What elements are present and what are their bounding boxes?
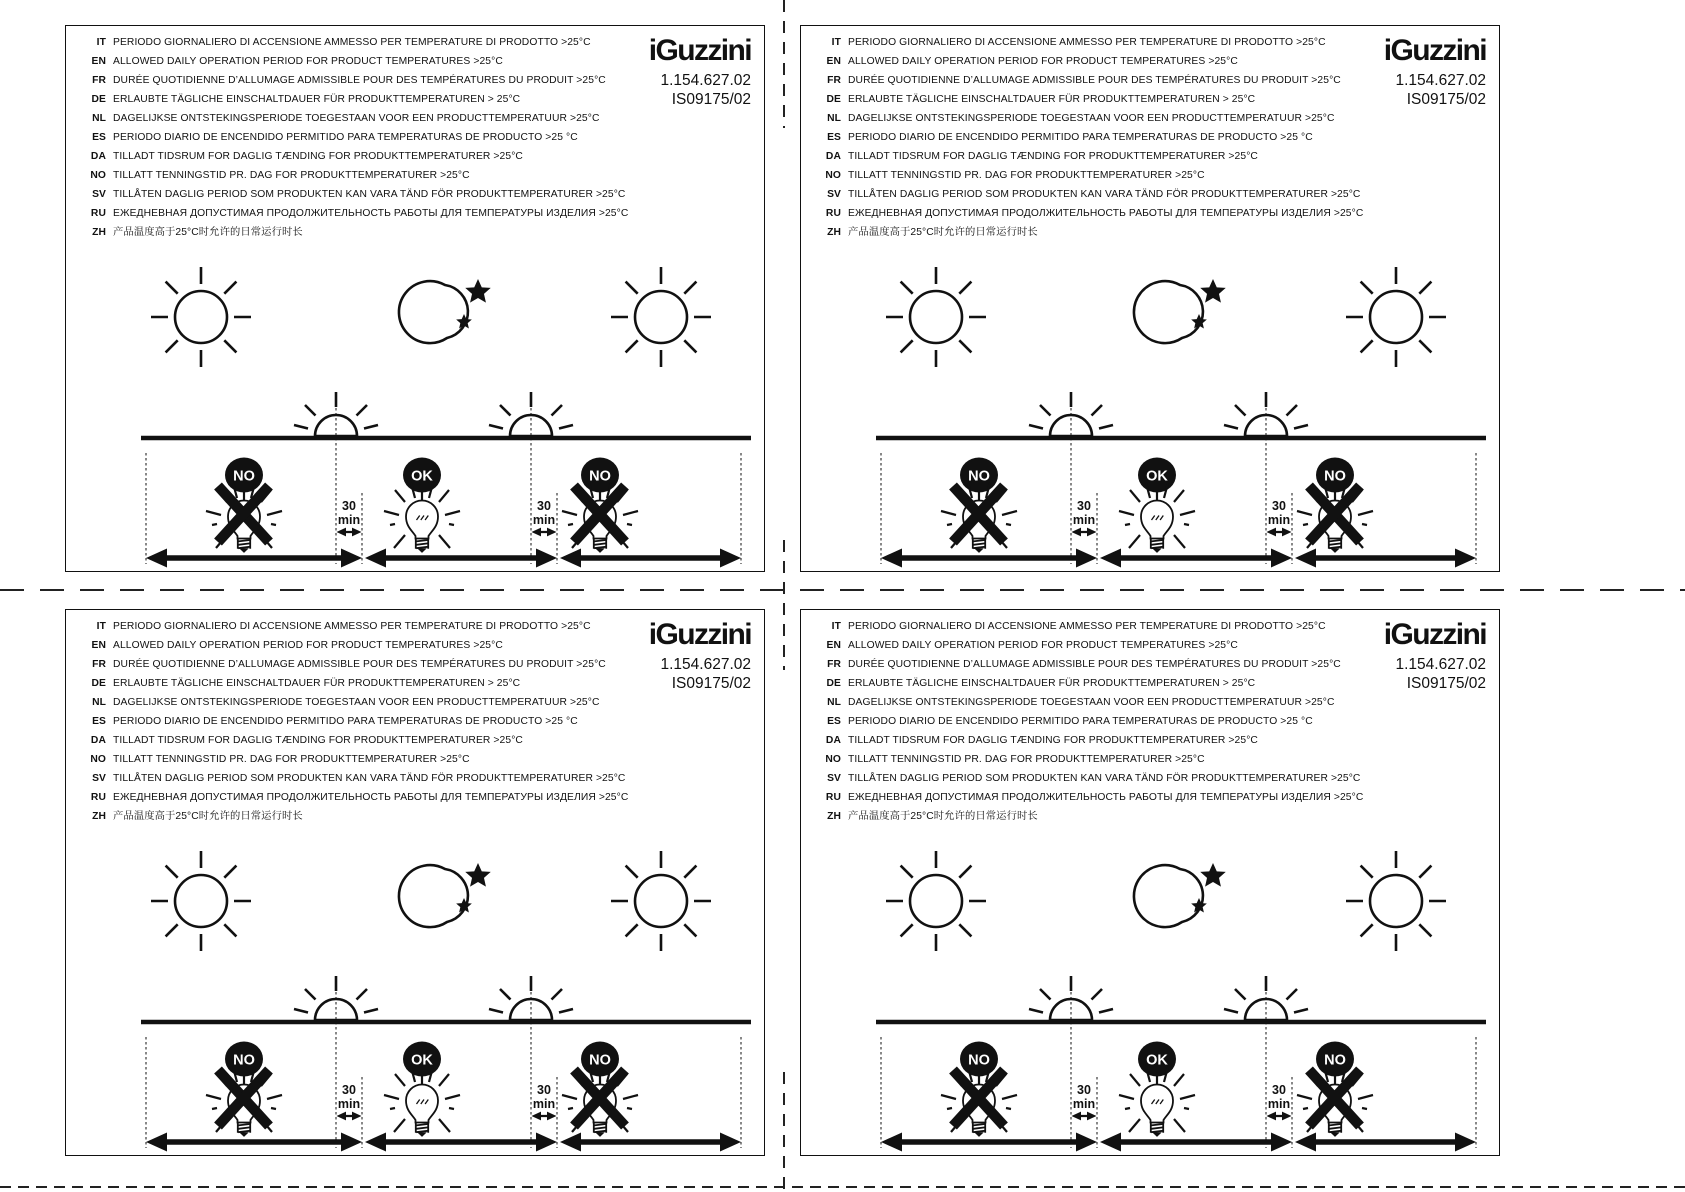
svg-text:30: 30 xyxy=(1272,499,1286,513)
language-code: DA xyxy=(825,150,841,162)
svg-text:30: 30 xyxy=(1077,499,1091,513)
language-text: DAGELIJKSE ONTSTEKINGSPERIODE TOEGESTAAN VOOR EEN PRODUCTTEMPERATUUR >25°C xyxy=(113,696,600,708)
language-code: EN xyxy=(826,55,841,67)
language-text: DURÉE QUOTIDIENNE D’ALLUMAGE ADMISSIBLE POUR DES TEMPÉRATURES DU PRODUIT >25°C xyxy=(848,658,1341,670)
brand-block xyxy=(1384,36,1486,109)
svg-text:min: min xyxy=(532,513,556,527)
language-text: TILLÅTEN DAGLIG PERIOD SOM PRODUKTEN KAN VARA TÄND FÖR PRODUKTTEMPERATURER >25°C xyxy=(113,772,626,784)
language-text: 产品温度高于25°C时允许的日常运行时长 xyxy=(848,810,1038,822)
svg-text:OK: OK xyxy=(411,1052,433,1069)
language-text: PERIODO DIARIO DE ENCENDIDO PERMITIDO PARA TEMPERATURAS DE PRODUCTO >25 °C xyxy=(113,131,578,143)
sun-icon xyxy=(611,851,711,951)
language-row xyxy=(82,774,672,785)
status-column-no xyxy=(1297,1042,1373,1137)
language-text: DAGELIJKSE ONTSTEKINGSPERIODE TOEGESTAAN VOOR EEN PRODUCTTEMPERATUUR >25°C xyxy=(848,112,1335,124)
language-row xyxy=(82,76,672,87)
svg-text:OK: OK xyxy=(1146,468,1168,485)
language-text: PERIODO DIARIO DE ENCENDIDO PERMITIDO PARA TEMPERATURAS DE PRODUCTO >25 °C xyxy=(113,715,578,727)
language-row xyxy=(817,76,1407,87)
svg-text:NO: NO xyxy=(1324,1052,1346,1069)
language-row xyxy=(82,793,672,804)
moon-stars-icon xyxy=(1134,863,1226,927)
svg-text:30: 30 xyxy=(537,1083,551,1097)
language-text: PERIODO GIORNALIERO DI ACCENSIONE AMMESSO PER TEMPERATURE DI PRODOTTO >25°C xyxy=(848,37,1326,48)
language-code: ZH xyxy=(827,810,841,822)
svg-text:min: min xyxy=(337,1097,361,1111)
sun-icon xyxy=(151,851,251,951)
sun-icon xyxy=(1346,267,1446,367)
instruction-panel xyxy=(800,25,1500,572)
language-text: 产品温度高于25°C时允许的日常运行时长 xyxy=(113,810,303,822)
period-arrows xyxy=(146,1133,741,1152)
language-row xyxy=(817,774,1407,785)
language-text: PERIODO DIARIO DE ENCENDIDO PERMITIDO PARA TEMPERATURAS DE PRODUCTO >25 °C xyxy=(848,715,1313,727)
language-row xyxy=(82,38,672,49)
thirty-min-marker xyxy=(532,499,557,536)
svg-text:OK: OK xyxy=(1146,1052,1168,1069)
language-text: ERLAUBTE TÄGLICHE EINSCHALTDAUER FÜR PRODUKTTEMPERATUREN > 25°C xyxy=(848,677,1256,689)
language-code: SV xyxy=(92,188,106,200)
period-arrows xyxy=(146,549,741,568)
language-row xyxy=(82,152,672,163)
language-code: ES xyxy=(92,715,106,727)
part-number: 1.154.627.02 xyxy=(1395,72,1486,89)
language-code: NL xyxy=(827,112,841,124)
doc-code: IS09175/02 xyxy=(671,675,751,692)
language-code: SV xyxy=(92,772,106,784)
language-text: ЕЖЕДНЕВНАЯ ДОПУСТИМАЯ ПРОДОЛЖИТЕЛЬНОСТЬ РАБОТЫ ДЛЯ ТЕМПЕРАТУРЫ ИЗДЕЛИЯ >25°C xyxy=(113,207,629,219)
language-code: EN xyxy=(91,55,106,67)
sun-icon xyxy=(611,267,711,367)
language-text: ALLOWED DAILY OPERATION PERIOD FOR PRODUCT TEMPERATURES >25°C xyxy=(113,55,503,67)
language-text: TILLÅTEN DAGLIG PERIOD SOM PRODUKTEN KAN VARA TÄND FÖR PRODUKTTEMPERATURER >25°C xyxy=(113,188,626,200)
language-row xyxy=(817,209,1407,220)
language-code: NL xyxy=(827,696,841,708)
language-code: NL xyxy=(92,112,106,124)
language-row xyxy=(817,171,1407,182)
svg-text:min: min xyxy=(1267,1097,1291,1111)
language-code: IT xyxy=(831,621,841,632)
language-code: DE xyxy=(826,93,841,105)
part-number: 1.154.627.02 xyxy=(660,72,751,89)
status-column-ok xyxy=(1119,458,1195,553)
language-row xyxy=(817,95,1407,106)
language-code: NO xyxy=(90,169,106,181)
language-text: ЕЖЕДНЕВНАЯ ДОПУСТИМАЯ ПРОДОЛЖИТЕЛЬНОСТЬ РАБОТЫ ДЛЯ ТЕМПЕРАТУРЫ ИЗДЕЛИЯ >25°C xyxy=(848,207,1364,219)
svg-text:30: 30 xyxy=(342,499,356,513)
language-text: TILLADT TIDSRUM FOR DAGLIG TÆNDING FOR PRODUKTTEMPERATURER >25°C xyxy=(113,734,523,746)
language-row xyxy=(817,793,1407,804)
language-row xyxy=(82,660,672,671)
language-text: ЕЖЕДНЕВНАЯ ДОПУСТИМАЯ ПРОДОЛЖИТЕЛЬНОСТЬ РАБОТЫ ДЛЯ ТЕМПЕРАТУРЫ ИЗДЕЛИЯ >25°C xyxy=(113,791,629,803)
cut-mark-horizontal-bottom xyxy=(0,1186,1685,1188)
status-column-ok xyxy=(384,458,460,553)
language-text: PERIODO DIARIO DE ENCENDIDO PERMITIDO PARA TEMPERATURAS DE PRODUCTO >25 °C xyxy=(848,131,1313,143)
language-code: ZH xyxy=(827,226,841,238)
language-code: FR xyxy=(92,74,106,86)
language-row xyxy=(82,171,672,182)
language-code: EN xyxy=(91,639,106,651)
language-text: DURÉE QUOTIDIENNE D’ALLUMAGE ADMISSIBLE POUR DES TEMPÉRATURES DU PRODUIT >25°C xyxy=(848,74,1341,86)
status-column-no xyxy=(206,458,282,553)
language-row xyxy=(82,190,672,201)
language-code: RU xyxy=(825,791,841,803)
language-text: 产品温度高于25°C时允许的日常运行时长 xyxy=(113,226,303,238)
language-text: PERIODO GIORNALIERO DI ACCENSIONE AMMESSO PER TEMPERATURE DI PRODOTTO >25°C xyxy=(113,621,591,632)
doc-code: IS09175/02 xyxy=(1406,675,1486,692)
moon-stars-icon xyxy=(399,279,491,343)
operation-diagram xyxy=(141,837,751,1155)
language-row xyxy=(817,228,1407,239)
language-text: DAGELIJKSE ONTSTEKINGSPERIODE TOEGESTAAN VOOR EEN PRODUCTTEMPERATUUR >25°C xyxy=(113,112,600,124)
sun-icon xyxy=(886,851,986,951)
language-text: PERIODO GIORNALIERO DI ACCENSIONE AMMESSO PER TEMPERATURE DI PRODOTTO >25°C xyxy=(113,37,591,48)
language-text: TILLATT TENNINGSTID PR. DAG FOR PRODUKTTEMPERATURER >25°C xyxy=(848,753,1205,765)
sun-icon xyxy=(1346,851,1446,951)
thirty-min-marker xyxy=(1072,1083,1097,1120)
moon-stars-icon xyxy=(1134,279,1226,343)
language-text: TILLÅTEN DAGLIG PERIOD SOM PRODUKTEN KAN VARA TÄND FÖR PRODUKTTEMPERATURER >25°C xyxy=(848,772,1361,784)
status-column-no xyxy=(1297,458,1373,553)
language-text: TILLATT TENNINGSTID PR. DAG FOR PRODUKTTEMPERATURER >25°C xyxy=(113,169,470,181)
svg-text:30: 30 xyxy=(1272,1083,1286,1097)
language-row xyxy=(817,641,1407,652)
language-list xyxy=(817,622,1407,831)
language-row xyxy=(817,190,1407,201)
status-column-no xyxy=(562,458,638,553)
svg-text:NO: NO xyxy=(968,1052,990,1069)
language-row xyxy=(817,114,1407,125)
language-code: DE xyxy=(91,93,106,105)
status-column-ok xyxy=(384,1042,460,1137)
iguzzini-logo: iGuzzini xyxy=(648,618,751,651)
language-row xyxy=(82,698,672,709)
language-text: ERLAUBTE TÄGLICHE EINSCHALTDAUER FÜR PRODUKTTEMPERATUREN > 25°C xyxy=(848,93,1256,105)
svg-text:30: 30 xyxy=(537,499,551,513)
cut-mark-vertical-bottom xyxy=(783,1072,785,1192)
language-text: DAGELIJKSE ONTSTEKINGSPERIODE TOEGESTAAN VOOR EEN PRODUCTTEMPERATUUR >25°C xyxy=(848,696,1335,708)
cut-mark-horizontal-middle xyxy=(0,589,1685,591)
language-text: TILLÅTEN DAGLIG PERIOD SOM PRODUKTEN KAN VARA TÄND FÖR PRODUKTTEMPERATURER >25°C xyxy=(848,188,1361,200)
cut-mark-vertical-middle xyxy=(783,540,785,670)
sun-icon xyxy=(886,267,986,367)
doc-code: IS09175/02 xyxy=(671,91,751,108)
svg-text:NO: NO xyxy=(1324,468,1346,485)
instruction-panel xyxy=(65,25,765,572)
instruction-panel xyxy=(65,609,765,1156)
status-column-no xyxy=(941,1042,1017,1137)
language-row xyxy=(82,228,672,239)
svg-text:NO: NO xyxy=(233,468,255,485)
language-text: ALLOWED DAILY OPERATION PERIOD FOR PRODUCT TEMPERATURES >25°C xyxy=(848,55,1238,67)
language-row xyxy=(817,57,1407,68)
language-code: NO xyxy=(90,753,106,765)
language-text: ERLAUBTE TÄGLICHE EINSCHALTDAUER FÜR PRODUKTTEMPERATUREN > 25°C xyxy=(113,677,521,689)
svg-text:NO: NO xyxy=(233,1052,255,1069)
status-column-ok xyxy=(1119,1042,1195,1137)
language-row xyxy=(817,133,1407,144)
language-code: SV xyxy=(827,772,841,784)
language-code: ES xyxy=(827,131,841,143)
language-row xyxy=(817,717,1407,728)
language-text: TILLADT TIDSRUM FOR DAGLIG TÆNDING FOR PRODUKTTEMPERATURER >25°C xyxy=(113,150,523,162)
language-code: RU xyxy=(90,791,106,803)
thirty-min-marker xyxy=(532,1083,557,1120)
moon-stars-icon xyxy=(399,863,491,927)
language-code: FR xyxy=(827,74,841,86)
language-code: ES xyxy=(92,131,106,143)
svg-text:min: min xyxy=(532,1097,556,1111)
instruction-panel xyxy=(800,609,1500,1156)
language-row xyxy=(82,679,672,690)
part-number: 1.154.627.02 xyxy=(660,656,751,673)
svg-text:OK: OK xyxy=(411,468,433,485)
language-text: DURÉE QUOTIDIENNE D’ALLUMAGE ADMISSIBLE POUR DES TEMPÉRATURES DU PRODUIT >25°C xyxy=(113,74,606,86)
language-code: RU xyxy=(825,207,841,219)
thirty-min-marker xyxy=(337,499,362,536)
language-row xyxy=(817,736,1407,747)
svg-text:min: min xyxy=(337,513,361,527)
language-code: NO xyxy=(825,753,841,765)
language-row xyxy=(82,717,672,728)
part-number: 1.154.627.02 xyxy=(1395,656,1486,673)
svg-text:NO: NO xyxy=(589,1052,611,1069)
language-row xyxy=(82,736,672,747)
svg-text:min: min xyxy=(1267,513,1291,527)
language-code: NL xyxy=(92,696,106,708)
iguzzini-logo: iGuzzini xyxy=(648,34,751,67)
language-code: SV xyxy=(827,188,841,200)
iguzzini-logo: iGuzzini xyxy=(1383,34,1486,67)
language-list xyxy=(82,38,672,247)
language-code: RU xyxy=(90,207,106,219)
language-code: IT xyxy=(96,621,106,632)
period-arrows xyxy=(881,549,1476,568)
language-text: TILLATT TENNINGSTID PR. DAG FOR PRODUKTTEMPERATURER >25°C xyxy=(848,169,1205,181)
language-text: TILLATT TENNINGSTID PR. DAG FOR PRODUKTTEMPERATURER >25°C xyxy=(113,753,470,765)
language-row xyxy=(82,57,672,68)
svg-text:NO: NO xyxy=(968,468,990,485)
language-code: DA xyxy=(825,734,841,746)
thirty-min-marker xyxy=(337,1083,362,1120)
svg-text:min: min xyxy=(1072,1097,1096,1111)
language-code: FR xyxy=(827,658,841,670)
language-code: ES xyxy=(827,715,841,727)
language-code: EN xyxy=(826,639,841,651)
brand-block xyxy=(1384,620,1486,693)
language-code: DA xyxy=(90,734,106,746)
language-text: ERLAUBTE TÄGLICHE EINSCHALTDAUER FÜR PRODUKTTEMPERATUREN > 25°C xyxy=(113,93,521,105)
language-code: DE xyxy=(91,677,106,689)
status-column-no xyxy=(562,1042,638,1137)
language-row xyxy=(817,812,1407,823)
language-row xyxy=(817,679,1407,690)
thirty-min-marker xyxy=(1072,499,1097,536)
language-text: ЕЖЕДНЕВНАЯ ДОПУСТИМАЯ ПРОДОЛЖИТЕЛЬНОСТЬ РАБОТЫ ДЛЯ ТЕМПЕРАТУРЫ ИЗДЕЛИЯ >25°C xyxy=(848,791,1364,803)
language-text: PERIODO GIORNALIERO DI ACCENSIONE AMMESSO PER TEMPERATURE DI PRODOTTO >25°C xyxy=(848,621,1326,632)
language-row xyxy=(817,698,1407,709)
language-text: DURÉE QUOTIDIENNE D’ALLUMAGE ADMISSIBLE POUR DES TEMPÉRATURES DU PRODUIT >25°C xyxy=(113,658,606,670)
language-code: DA xyxy=(90,150,106,162)
language-row xyxy=(82,812,672,823)
language-list xyxy=(817,38,1407,247)
language-code: DE xyxy=(826,677,841,689)
thirty-min-marker xyxy=(1267,1083,1292,1120)
doc-code: IS09175/02 xyxy=(1406,91,1486,108)
language-code: NO xyxy=(825,169,841,181)
iguzzini-logo: iGuzzini xyxy=(1383,618,1486,651)
svg-text:min: min xyxy=(1072,513,1096,527)
language-code: ZH xyxy=(92,810,106,822)
operation-diagram xyxy=(876,837,1486,1155)
language-row xyxy=(817,38,1407,49)
language-row xyxy=(82,114,672,125)
language-code: IT xyxy=(831,37,841,48)
language-row xyxy=(817,622,1407,633)
cut-mark-vertical-top xyxy=(783,0,785,128)
language-code: ZH xyxy=(92,226,106,238)
language-row xyxy=(82,641,672,652)
language-code: FR xyxy=(92,658,106,670)
language-row xyxy=(817,152,1407,163)
operation-diagram xyxy=(876,253,1486,571)
language-text: TILLADT TIDSRUM FOR DAGLIG TÆNDING FOR PRODUKTTEMPERATURER >25°C xyxy=(848,150,1258,162)
brand-block xyxy=(649,36,751,109)
status-column-no xyxy=(941,458,1017,553)
brand-block xyxy=(649,620,751,693)
language-row xyxy=(82,622,672,633)
language-text: ALLOWED DAILY OPERATION PERIOD FOR PRODUCT TEMPERATURES >25°C xyxy=(113,639,503,651)
svg-text:NO: NO xyxy=(589,468,611,485)
language-row xyxy=(82,755,672,766)
language-row xyxy=(817,755,1407,766)
language-text: 产品温度高于25°C时允许的日常运行时长 xyxy=(848,226,1038,238)
language-row xyxy=(82,209,672,220)
language-code: IT xyxy=(96,37,106,48)
language-text: ALLOWED DAILY OPERATION PERIOD FOR PRODUCT TEMPERATURES >25°C xyxy=(848,639,1238,651)
operation-diagram xyxy=(141,253,751,571)
language-row xyxy=(82,95,672,106)
language-text: TILLADT TIDSRUM FOR DAGLIG TÆNDING FOR PRODUKTTEMPERATURER >25°C xyxy=(848,734,1258,746)
sun-icon xyxy=(151,267,251,367)
thirty-min-marker xyxy=(1267,499,1292,536)
svg-text:30: 30 xyxy=(1077,1083,1091,1097)
language-list xyxy=(82,622,672,831)
period-arrows xyxy=(881,1133,1476,1152)
language-row xyxy=(82,133,672,144)
status-column-no xyxy=(206,1042,282,1137)
language-row xyxy=(817,660,1407,671)
svg-text:30: 30 xyxy=(342,1083,356,1097)
